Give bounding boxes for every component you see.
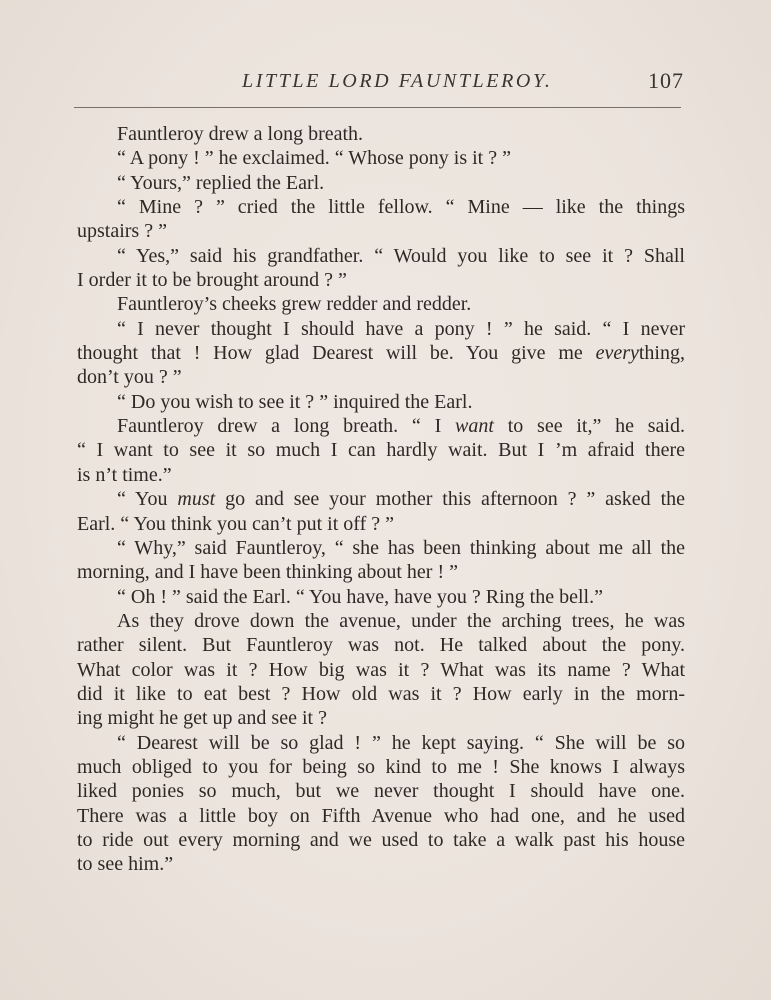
text-line [77, 658, 685, 682]
text-segment: is n’t time.” [77, 463, 172, 486]
text-line [77, 438, 685, 462]
text-segment: to ride out every morning and we used to take a walk past his house [77, 828, 685, 851]
text-segment: to see him.” [77, 853, 174, 876]
text-segment: to see it,” he said. [493, 415, 685, 438]
text-line [77, 390, 685, 414]
running-title: LITTLE LORD FAUNTLEROY. [242, 70, 553, 92]
text-line [77, 195, 685, 219]
text-line [77, 779, 685, 803]
text-line [77, 804, 685, 828]
text-line [77, 268, 685, 292]
text-segment: Fauntleroy drew a long breath. “ I [117, 415, 456, 438]
text-segment: go and see your mother this afternoon ? ” asked the [215, 488, 685, 511]
text-segment: thought that ! How glad Dearest will be. You give me [77, 342, 596, 365]
text-line [77, 755, 685, 779]
text-segment-italic: must [177, 488, 216, 511]
header-rule [74, 107, 681, 108]
text-segment: “ Dearest will be so glad ! ” he kept saying. “ She will be so [117, 731, 685, 754]
text-line [77, 171, 685, 195]
text-segment: There was a little boy on Fifth Avenue who had one, and he used [77, 804, 685, 827]
text-segment: “ I want to see it so much I can hardly wait. But I ’m afraid there [77, 439, 685, 462]
text-line [77, 317, 685, 341]
text-segment: “ Yours,” replied the Earl. [117, 171, 325, 194]
text-segment: don’t you ? ” [77, 366, 182, 389]
text-segment: I order it to be brought around ? ” [77, 269, 347, 292]
text-segment: “ Yes,” said his grandfather. “ Would you like to see it ? Shall [117, 244, 685, 267]
text-segment: “ Do you wish to see it ? ” inquired the Earl. [117, 390, 473, 413]
text-segment: “ You [117, 488, 178, 511]
text-line [77, 706, 685, 730]
text-segment: “ Mine ? ” cried the little fellow. “ Mine — like the things [117, 196, 685, 219]
text-line [77, 828, 685, 852]
text-segment: “ Oh ! ” said the Earl. “ You have, have you ? Ring the bell.” [117, 585, 603, 608]
text-line [77, 633, 685, 657]
text-segment: “ I never thought I should have a pony ! ” he said. “ I never [117, 317, 685, 340]
text-segment: liked ponies so much, but we never thought I should have one. [77, 780, 685, 803]
page-number: 107 [648, 68, 684, 93]
text-segment: did it like to eat best ? How old was it ? How early in the morn- [77, 682, 685, 705]
text-line [77, 585, 685, 609]
text-line [77, 536, 685, 560]
text-segment: morning, and I have been thinking about her ! ” [77, 561, 458, 584]
text-line [77, 609, 685, 633]
text-segment: thing, [638, 342, 685, 365]
text-line [77, 341, 685, 365]
text-line [77, 852, 685, 876]
text-segment: As they drove down the avenue, under the arching trees, he was [117, 609, 685, 632]
text-line [77, 292, 685, 316]
text-segment: ing might he get up and see it ? [77, 707, 327, 730]
text-line [77, 560, 685, 584]
text-segment: “ Why,” said Fauntleroy, “ she has been thinking about me all the [117, 536, 685, 559]
text-segment: Fauntleroy’s cheeks grew redder and redder. [117, 293, 472, 316]
text-segment: “ A pony ! ” he exclaimed. “ Whose pony is it ? ” [117, 147, 511, 170]
text-line [77, 414, 685, 438]
text-segment: Fauntleroy drew a long breath. [117, 123, 364, 145]
text-segment: Earl. “ You think you can’t put it off ? ” [77, 512, 394, 535]
text-line [77, 487, 685, 511]
body-text [77, 122, 685, 877]
text-segment-italic: every [595, 342, 639, 365]
text-line [77, 122, 685, 146]
text-segment: upstairs ? ” [77, 220, 167, 243]
text-segment-italic: want [455, 415, 494, 438]
text-line [77, 512, 685, 536]
text-line [77, 731, 685, 755]
text-segment: much obliged to you for being so kind to me ! She knows I always [77, 755, 685, 778]
text-line [77, 365, 685, 389]
text-line [77, 463, 685, 487]
text-line [77, 219, 685, 243]
text-line [77, 244, 685, 268]
text-line [77, 146, 685, 170]
text-segment: rather silent. But Fauntleroy was not. He talked about the pony. [77, 634, 685, 657]
text-segment: What color was it ? How big was it ? What was its name ? What [77, 658, 685, 681]
text-line [77, 682, 685, 706]
page-header [0, 66, 771, 96]
